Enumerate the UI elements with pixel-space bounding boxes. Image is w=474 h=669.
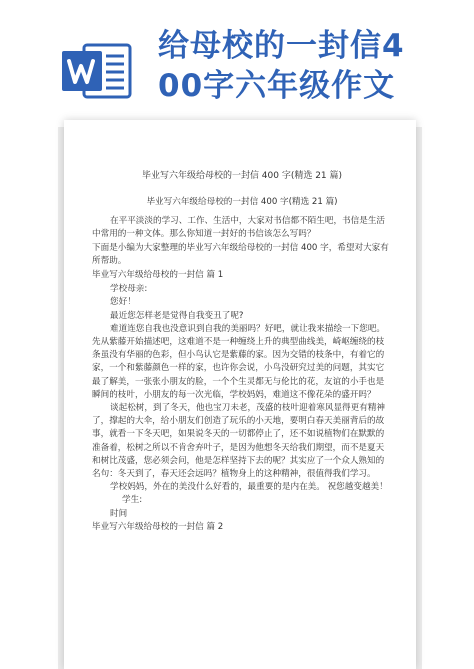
document-page bbox=[64, 120, 416, 669]
body-paragraph: 学校妈妈，外在的美没什么好看的，最重要的是内在美。 祝您越变越美！ bbox=[110, 482, 388, 493]
document-title: 毕业写六年级给母校的一封信 400 字(精选 21 篇) bbox=[141, 171, 343, 181]
document-body bbox=[92, 170, 392, 534]
word-document-icon bbox=[60, 42, 134, 100]
section-heading: 毕业写六年级给母校的一封信 篇 1 bbox=[92, 270, 224, 281]
salutation: 学校母亲: bbox=[110, 284, 148, 295]
date: 时间 bbox=[110, 508, 128, 519]
banner-title-line1: 给母校的一封信4 bbox=[158, 28, 405, 64]
opening-question: 最近您怎样老是觉得自我变丑了呢? bbox=[110, 310, 244, 321]
banner-title bbox=[158, 26, 468, 106]
body-paragraph: 难道连您自我也没意识到自我的美丽吗？好吧，就让我来描绘一下您吧。先从紫藤开始描述吧，这难道不是一种缠绕上升的典型曲线美，崎岖缠绕的枝条虽没有华丽的色彩，但小鸟认它是紫藤的家。因为交错的枝条中，有着它的家，一个和紫藤颜色一样的家，也许你会说，小鸟没研究过美的问题，其实它最了解美，一张张小朋友的脸，一个个生灵都无与伦比的花，友谊的小手也是瞬间的枝叶，小朋友的每一次光临，学校妈妈，难道这不像花朵的盛开吗？ bbox=[92, 323, 386, 400]
intro-paragraph: 在平平淡淡的学习、工作、生活中，大家对书信都不陌生吧，书信是生活中常用的一种文体。那么你知道一封好的书信该怎么写吗？ bbox=[92, 216, 386, 240]
body-paragraph: 谈起松树，到了冬天，他也宝刀未老，茂盛的枝叶迎着寒风显得更有精神了，撑起的大伞，给小朋友们创造了玩乐的小天地，要明白春天美丽背后的故事，就看一下冬天吧，如果说冬天的一切都停止了，还不如说植物们在默默的准备着，松树之所以不肯舍弃叶子，是因为他想冬天给我们期望，而不是夏天和树比茂盛，您必须会问，他是怎样坚持下去的呢？其实应了一个众人熟知的名句：冬天到了，春天还会远吗？植物身上的这种精神，很值得我们学习。 bbox=[92, 403, 386, 480]
banner bbox=[0, 0, 474, 118]
signature: 学生: bbox=[122, 495, 143, 506]
greeting: 您好！ bbox=[110, 297, 136, 308]
banner-title-line2: 00字六年级作文 bbox=[158, 68, 396, 104]
intro-paragraph: 下面是小编为大家整理的毕业写六年级给母校的一封信 400 字，希望对大家有所帮助。 bbox=[92, 242, 389, 266]
section-heading: 毕业写六年级给母校的一封信 篇 2 bbox=[92, 521, 224, 532]
document-subtitle: 毕业写六年级给母校的一封信 400 字(精选 21 篇) bbox=[146, 197, 338, 207]
